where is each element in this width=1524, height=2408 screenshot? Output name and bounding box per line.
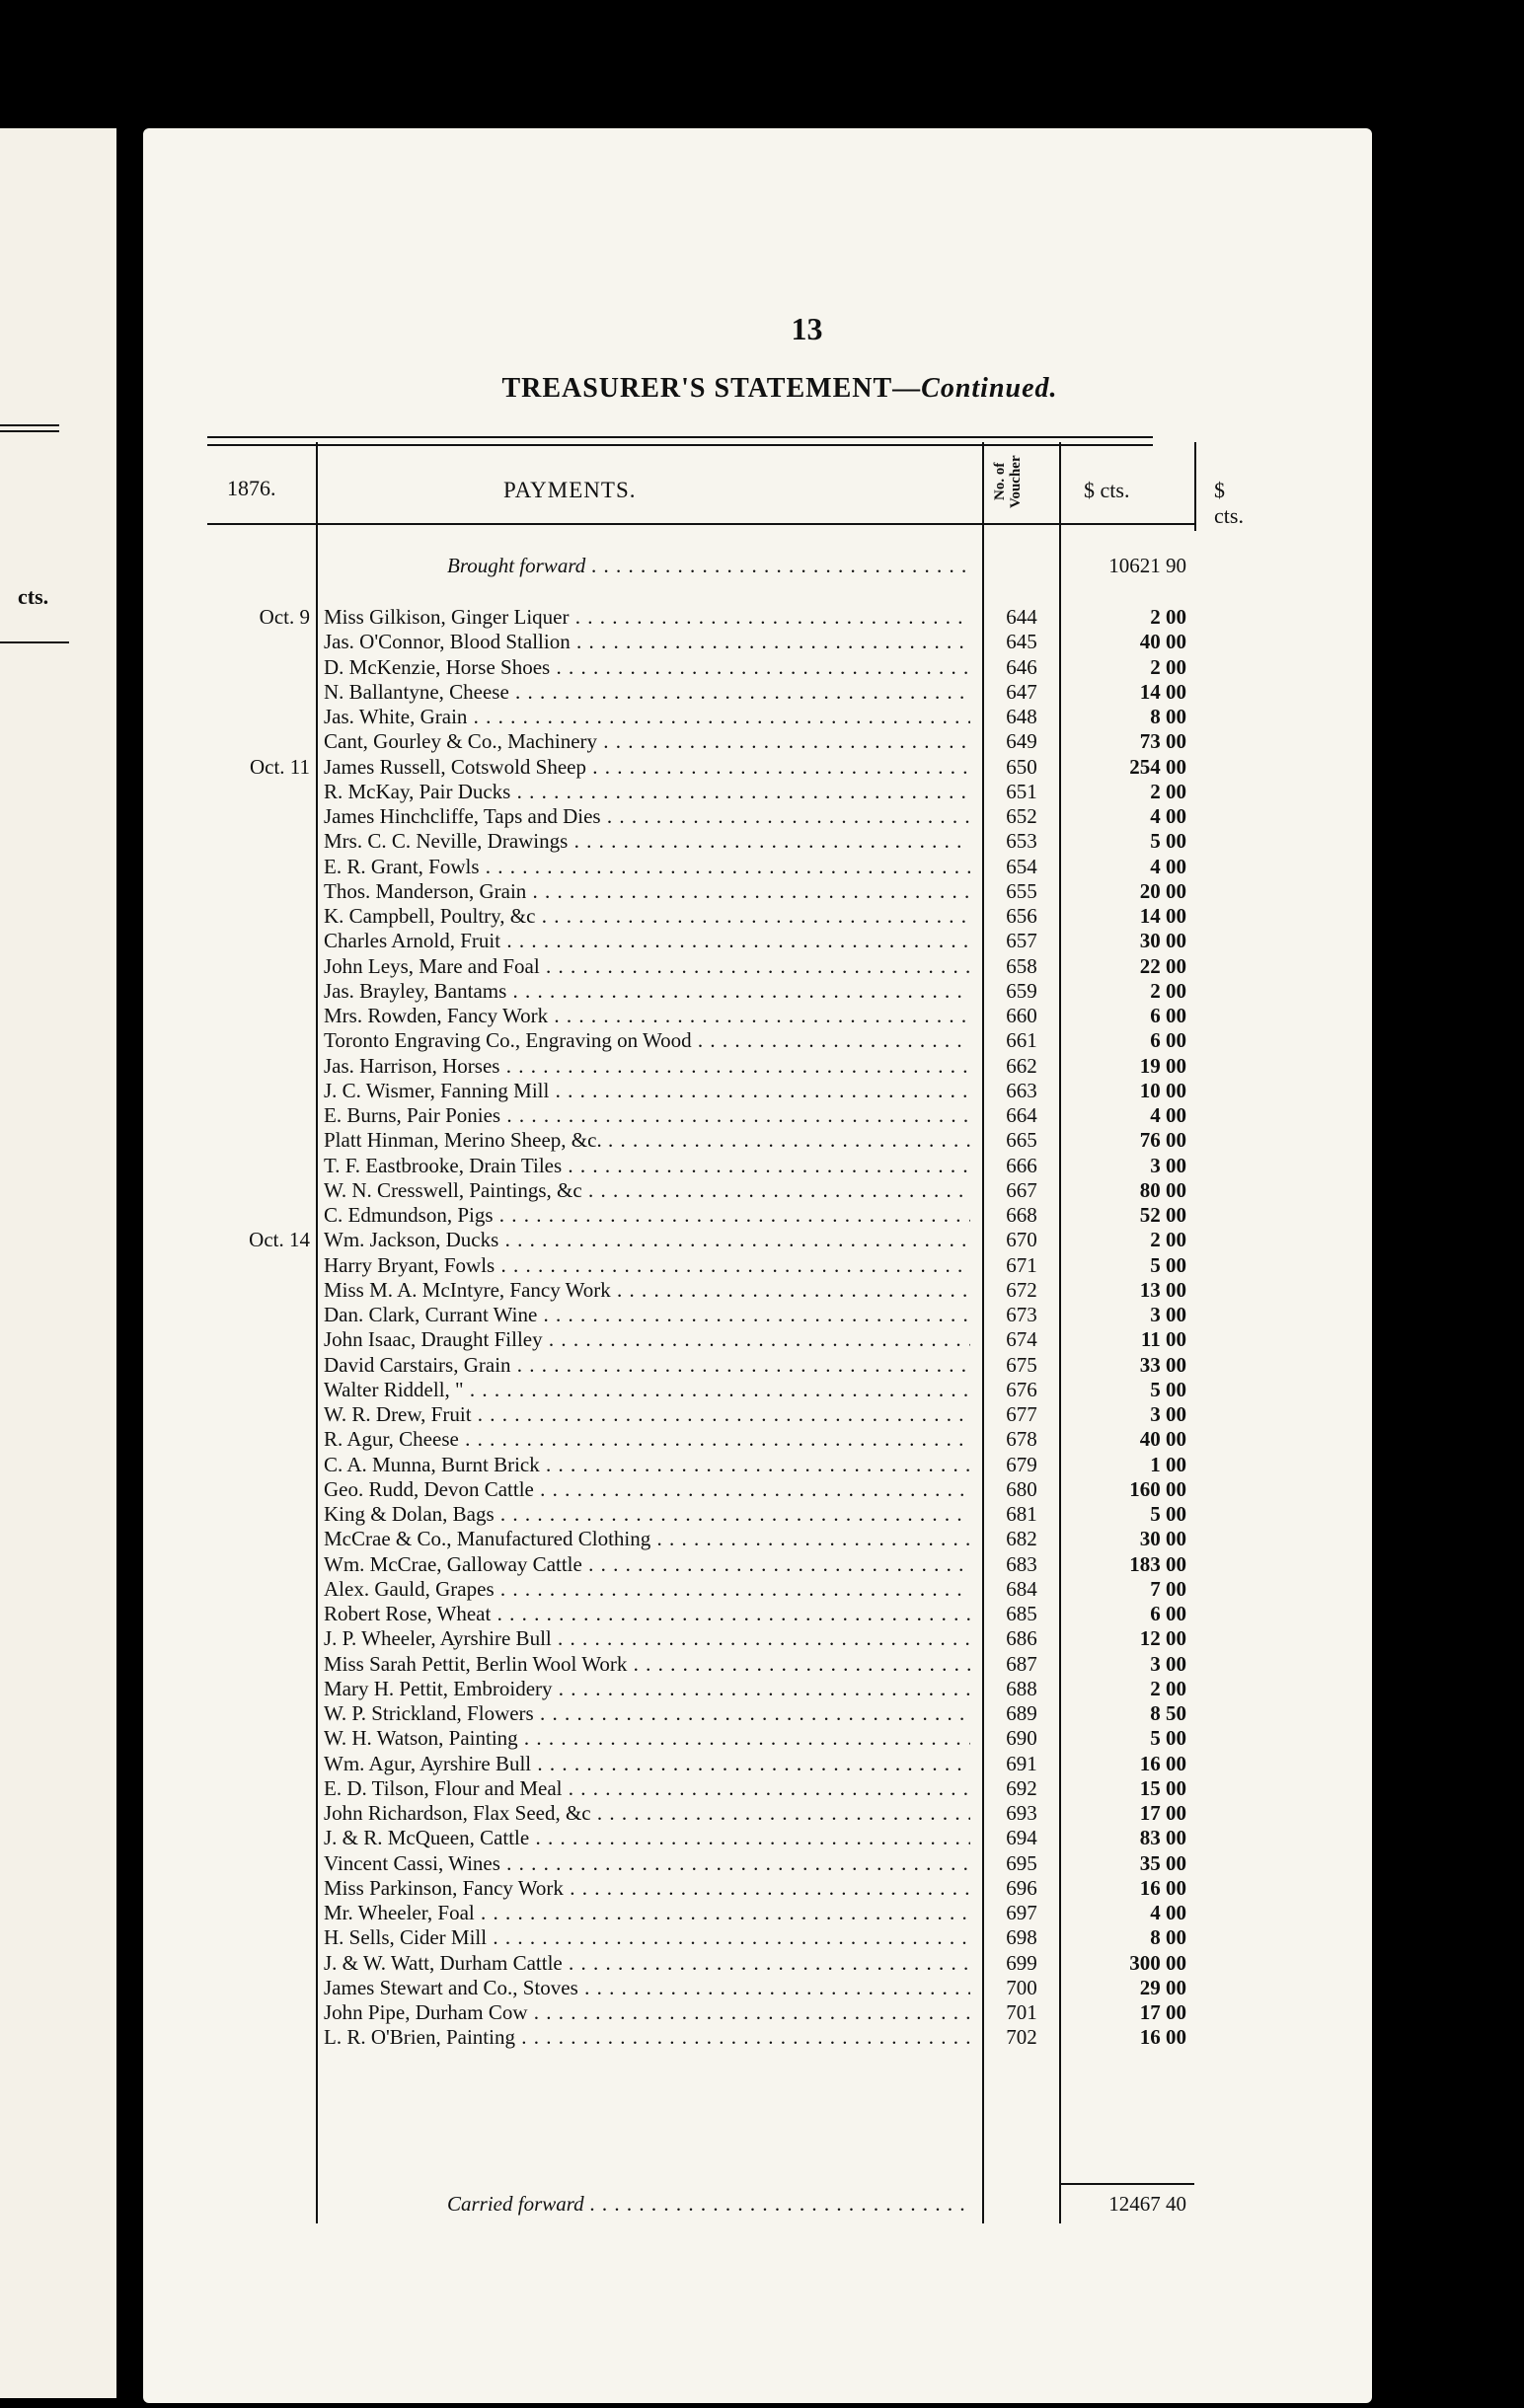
row-voucher: 696	[1006, 1875, 1037, 1900]
row-voucher: 675	[1006, 1352, 1037, 1377]
header-payments: PAYMENTS.	[503, 478, 637, 502]
row-amount: 4 00	[1150, 854, 1186, 878]
table-row	[207, 1651, 1194, 1677]
row-amount: 17 00	[1139, 1801, 1186, 1825]
row-amount: 2 00	[1150, 1676, 1186, 1700]
row-amount: 16 00	[1139, 1751, 1186, 1775]
row-description: Walter Riddell, " . . .	[324, 1377, 970, 1402]
header-rule	[207, 523, 1194, 525]
row-voucher: 690	[1006, 1726, 1037, 1751]
table-row	[207, 1202, 1194, 1228]
row-voucher: 700	[1006, 1975, 1037, 1999]
sum-rule	[1059, 2183, 1194, 2185]
row-voucher: 664	[1006, 1103, 1037, 1127]
row-voucher: 694	[1006, 1826, 1037, 1850]
row-description: Wm. Agur, Ayrshire Bull . . .	[324, 1751, 970, 1776]
row-voucher: 658	[1006, 953, 1037, 978]
row-description: Toronto Engraving Co., Engraving on Wood . . .	[324, 1027, 970, 1053]
title-dash: —	[892, 373, 922, 404]
row-description: John Isaac, Draught Filley . . .	[324, 1326, 970, 1352]
row-description: E. R. Grant, Fowls . . .	[324, 854, 970, 879]
header-voucher: No. of Voucher	[992, 455, 1024, 508]
row-amount: 2 00	[1150, 779, 1186, 803]
table-row	[207, 1252, 1194, 1278]
row-amount: 6 00	[1150, 1004, 1186, 1027]
row-amount: 6 00	[1150, 1028, 1186, 1053]
row-description: Jas. Harrison, Horses . . .	[324, 1053, 970, 1079]
row-description: Mrs. Rowden, Fancy Work . . .	[324, 1003, 970, 1028]
row-amount: 22 00	[1139, 953, 1186, 978]
row-amount: 15 00	[1139, 1775, 1186, 1800]
row-description: Wm. Jackson, Ducks . . .	[324, 1227, 970, 1252]
row-description: Jas. Brayley, Bantams . . .	[324, 978, 970, 1004]
row-description: Geo. Rudd, Devon Cattle . . .	[324, 1476, 970, 1502]
row-amount: 19 00	[1139, 1053, 1186, 1078]
row-voucher: 686	[1006, 1626, 1037, 1651]
row-description: Platt Hinman, Merino Sheep, &c. . . .	[324, 1127, 970, 1153]
row-voucher: 654	[1006, 854, 1037, 878]
table-row	[207, 1551, 1194, 1577]
table-row	[207, 978, 1194, 1004]
row-amount: 300 00	[1129, 1950, 1186, 1975]
table-row	[207, 1800, 1194, 1826]
row-amount: 10 00	[1139, 1078, 1186, 1102]
title-main: TREASURER'S STATEMENT	[501, 373, 893, 404]
table-row	[207, 1352, 1194, 1378]
row-amount: 8 00	[1150, 705, 1186, 728]
payments-table	[207, 436, 1244, 2262]
row-voucher: 699	[1006, 1950, 1037, 1975]
row-voucher: 698	[1006, 1925, 1037, 1950]
row-description: W. H. Watson, Painting . . .	[324, 1725, 970, 1751]
row-description: Jas. O'Connor, Blood Stallion . . .	[324, 629, 970, 654]
row-voucher: 693	[1006, 1801, 1037, 1825]
row-voucher: 651	[1006, 779, 1037, 803]
row-voucher: 695	[1006, 1850, 1037, 1875]
row-voucher: 687	[1006, 1651, 1037, 1676]
row-date: Oct. 14	[249, 1228, 310, 1252]
table-row	[207, 1078, 1194, 1103]
row-amount: 5 00	[1150, 1502, 1186, 1526]
row-amount: 30 00	[1139, 1527, 1186, 1551]
row-description: Charles Arnold, Fruit . . .	[324, 928, 970, 953]
table-row	[207, 1003, 1194, 1028]
row-voucher: 656	[1006, 904, 1037, 928]
row-description: Mrs. C. C. Neville, Drawings . . .	[324, 828, 970, 854]
row-amount: 11 00	[1140, 1327, 1186, 1352]
table-row	[207, 1501, 1194, 1527]
row-amount: 40 00	[1139, 1427, 1186, 1452]
row-voucher: 683	[1006, 1551, 1037, 1576]
row-voucher: 649	[1006, 729, 1037, 754]
row-amount: 160 00	[1129, 1476, 1186, 1501]
table-row	[207, 1377, 1194, 1402]
row-voucher: 692	[1006, 1775, 1037, 1800]
table-row	[207, 728, 1194, 754]
row-description: H. Sells, Cider Mill . . .	[324, 1924, 970, 1950]
table-row	[207, 1227, 1194, 1252]
row-amount: 40 00	[1139, 630, 1186, 654]
table-row	[207, 1401, 1194, 1427]
row-voucher: 650	[1006, 754, 1037, 779]
row-voucher: 657	[1006, 929, 1037, 953]
table-row	[207, 754, 1194, 780]
row-voucher: 677	[1006, 1402, 1037, 1426]
row-description: J. & R. McQueen, Cattle . . .	[324, 1825, 970, 1850]
row-amount: 2 00	[1150, 605, 1186, 629]
carried-forward-amount: 12467 40	[1108, 2192, 1186, 2216]
row-amount: 5 00	[1150, 1252, 1186, 1277]
table-row	[207, 2024, 1194, 2050]
table-row	[207, 1576, 1194, 1602]
row-amount: 2 00	[1150, 1228, 1186, 1252]
table-row	[207, 654, 1194, 680]
table-row	[207, 1452, 1194, 1477]
table-row	[207, 1625, 1194, 1651]
page-title	[395, 373, 1165, 405]
table-row	[207, 629, 1194, 654]
row-description: Dan. Clark, Currant Wine . . .	[324, 1302, 970, 1327]
row-voucher: 648	[1006, 705, 1037, 728]
row-description: J. & W. Watt, Durham Cattle . . .	[324, 1950, 970, 1976]
row-amount: 3 00	[1150, 1153, 1186, 1177]
row-amount: 7 00	[1150, 1576, 1186, 1601]
row-voucher: 662	[1006, 1053, 1037, 1078]
table-row	[207, 878, 1194, 904]
row-voucher: 670	[1006, 1228, 1037, 1252]
row-amount: 20 00	[1139, 878, 1186, 903]
row-amount: 33 00	[1139, 1352, 1186, 1377]
row-voucher: 691	[1006, 1751, 1037, 1775]
table-row	[207, 1426, 1194, 1452]
row-description: James Stewart and Co., Stoves . . .	[324, 1975, 970, 2000]
row-amount: 14 00	[1139, 679, 1186, 704]
table-row	[207, 1875, 1194, 1901]
row-amount: 8 00	[1150, 1925, 1186, 1950]
row-amount: 52 00	[1139, 1203, 1186, 1227]
row-description: Mary H. Pettit, Embroidery . . .	[324, 1676, 970, 1701]
row-amount: 183 00	[1129, 1551, 1186, 1576]
row-amount: 5 00	[1150, 1377, 1186, 1401]
row-amount: 73 00	[1139, 729, 1186, 754]
table-row	[207, 1153, 1194, 1178]
row-amount: 2 00	[1150, 654, 1186, 679]
table-row	[207, 828, 1194, 854]
row-description: Miss Gilkison, Ginger Liquer . . .	[324, 604, 970, 630]
table-row	[207, 1700, 1194, 1726]
row-description: Alex. Gauld, Grapes . . .	[324, 1576, 970, 1602]
amount-column-divider	[1194, 442, 1196, 531]
row-date: Oct. 9	[259, 605, 310, 629]
table-row	[207, 1676, 1194, 1701]
row-voucher: 652	[1006, 804, 1037, 828]
row-voucher: 673	[1006, 1303, 1037, 1326]
row-amount: 4 00	[1150, 1901, 1186, 1924]
row-voucher: 644	[1006, 605, 1037, 629]
row-voucher: 684	[1006, 1576, 1037, 1601]
row-description: David Carstairs, Grain . . .	[324, 1352, 970, 1378]
row-voucher: 672	[1006, 1277, 1037, 1302]
row-description: Thos. Manderson, Grain . . .	[324, 878, 970, 904]
row-voucher: 666	[1006, 1153, 1037, 1177]
row-amount: 2 00	[1150, 978, 1186, 1003]
row-voucher: 702	[1006, 2025, 1037, 2050]
row-description: J. P. Wheeler, Ayrshire Bull . . .	[324, 1625, 970, 1651]
row-description: L. R. O'Brien, Painting . . .	[324, 2024, 970, 2050]
title-continued: Continued.	[921, 373, 1058, 404]
row-description: Robert Rose, Wheat . . .	[324, 1601, 970, 1626]
table-row	[207, 1302, 1194, 1327]
table-row	[207, 1027, 1194, 1053]
row-voucher: 701	[1006, 2000, 1037, 2024]
table-row	[207, 903, 1194, 929]
document-page	[143, 128, 1372, 2403]
table-row	[207, 803, 1194, 829]
row-voucher: 659	[1006, 978, 1037, 1003]
row-description: John Pipe, Durham Cow . . .	[324, 1999, 970, 2025]
table-row	[207, 1850, 1194, 1876]
table-row	[207, 704, 1194, 729]
row-description: Wm. McCrae, Galloway Cattle . . .	[324, 1551, 970, 1577]
row-amount: 254 00	[1129, 754, 1186, 779]
row-amount: 35 00	[1139, 1850, 1186, 1875]
row-description: Cant, Gourley & Co., Machinery . . .	[324, 728, 970, 754]
row-voucher: 678	[1006, 1427, 1037, 1452]
row-voucher: 660	[1006, 1004, 1037, 1027]
row-description: Mr. Wheeler, Foal . . .	[324, 1900, 970, 1925]
carried-forward-row	[207, 2191, 1194, 2217]
row-amount: 16 00	[1139, 1875, 1186, 1900]
row-description: Jas. White, Grain . . .	[324, 704, 970, 729]
row-amount: 30 00	[1139, 929, 1186, 953]
brought-forward-row	[207, 553, 1194, 578]
row-amount: 4 00	[1150, 1103, 1186, 1127]
table-row	[207, 1127, 1194, 1153]
table-row	[207, 1825, 1194, 1850]
table-row	[207, 1326, 1194, 1352]
row-amount: 16 00	[1139, 2025, 1186, 2050]
row-voucher: 676	[1006, 1377, 1037, 1401]
adjacent-page-rule-lower	[0, 641, 69, 643]
page-number: 13	[791, 311, 823, 346]
row-voucher: 665	[1006, 1128, 1037, 1153]
row-amount: 6 00	[1150, 1602, 1186, 1625]
table-row	[207, 1177, 1194, 1203]
table-row	[207, 1102, 1194, 1128]
row-voucher: 667	[1006, 1177, 1037, 1202]
table-row	[207, 1476, 1194, 1502]
row-amount: 13 00	[1139, 1277, 1186, 1302]
table-row	[207, 779, 1194, 804]
row-amount: 1 00	[1150, 1452, 1186, 1476]
row-voucher: 697	[1006, 1901, 1037, 1924]
row-voucher: 655	[1006, 878, 1037, 903]
row-description: K. Campbell, Poultry, &c . . .	[324, 903, 970, 929]
table-row	[207, 1725, 1194, 1751]
row-description: John Leys, Mare and Foal . . .	[324, 953, 970, 979]
table-row	[207, 1999, 1194, 2025]
row-description: E. D. Tilson, Flour and Meal . . .	[324, 1775, 970, 1801]
table-row	[207, 1900, 1194, 1925]
row-amount: 5 00	[1150, 1726, 1186, 1751]
row-description: R. Agur, Cheese . . .	[324, 1426, 970, 1452]
row-voucher: 646	[1006, 654, 1037, 679]
table-row	[207, 1601, 1194, 1626]
row-description: John Richardson, Flax Seed, &c . . .	[324, 1800, 970, 1826]
row-date: Oct. 11	[249, 754, 310, 779]
table-row	[207, 1975, 1194, 2000]
row-amount: 4 00	[1150, 804, 1186, 828]
row-description: E. Burns, Pair Ponies . . .	[324, 1102, 970, 1128]
row-voucher: 671	[1006, 1252, 1037, 1277]
table-row	[207, 953, 1194, 979]
row-voucher: 679	[1006, 1452, 1037, 1476]
adjacent-page-rule	[0, 424, 59, 432]
header-dollars-cents: $ cts.	[1084, 478, 1130, 502]
row-amount: 17 00	[1139, 2000, 1186, 2024]
row-description: T. F. Eastbrooke, Drain Tiles . . .	[324, 1153, 970, 1178]
row-amount: 12 00	[1139, 1626, 1186, 1651]
row-amount: 5 00	[1150, 829, 1186, 854]
row-description: R. McKay, Pair Ducks . . .	[324, 779, 970, 804]
row-amount: 8 50	[1150, 1701, 1186, 1725]
row-voucher: 688	[1006, 1676, 1037, 1700]
row-amount: 83 00	[1139, 1826, 1186, 1850]
row-amount: 3 00	[1150, 1402, 1186, 1426]
table-row	[207, 1775, 1194, 1801]
table-row	[207, 1277, 1194, 1303]
row-amount: 3 00	[1150, 1651, 1186, 1676]
brought-forward-amount: 10621 90	[1108, 554, 1186, 577]
adjacent-page-edge	[0, 128, 116, 2398]
row-amount: 14 00	[1139, 904, 1186, 928]
header-dollars-cents-total: $ cts.	[1214, 478, 1244, 528]
brought-forward-label: Brought forward . . .	[324, 553, 970, 578]
row-amount: 76 00	[1139, 1128, 1186, 1153]
carried-forward-label: Carried forward . . .	[324, 2191, 970, 2217]
row-description: Miss Sarah Pettit, Berlin Wool Work . . .	[324, 1651, 970, 1677]
row-description: J. C. Wismer, Fanning Mill . . .	[324, 1078, 970, 1103]
row-description: D. McKenzie, Horse Shoes . . .	[324, 654, 970, 680]
row-description: W. R. Drew, Fruit . . .	[324, 1401, 970, 1427]
row-description: C. A. Munna, Burnt Brick . . .	[324, 1452, 970, 1477]
row-voucher: 681	[1006, 1502, 1037, 1526]
row-amount: 29 00	[1139, 1975, 1186, 1999]
row-description: W. P. Strickland, Flowers . . .	[324, 1700, 970, 1726]
row-description: Vincent Cassi, Wines . . .	[324, 1850, 970, 1876]
table-row	[207, 679, 1194, 705]
row-voucher: 680	[1006, 1476, 1037, 1501]
row-description: James Russell, Cotswold Sheep . . .	[324, 754, 970, 780]
row-description: King & Dolan, Bags . . .	[324, 1501, 970, 1527]
table-row	[207, 1924, 1194, 1950]
row-voucher: 661	[1006, 1028, 1037, 1053]
row-description: Harry Bryant, Fowls . . .	[324, 1252, 970, 1278]
table-row	[207, 854, 1194, 879]
row-voucher: 653	[1006, 829, 1037, 854]
row-voucher: 674	[1006, 1327, 1037, 1352]
row-description: C. Edmundson, Pigs . . .	[324, 1202, 970, 1228]
table-row	[207, 928, 1194, 953]
row-description: N. Ballantyne, Cheese . . .	[324, 679, 970, 705]
row-voucher: 682	[1006, 1527, 1037, 1551]
row-description: W. N. Cresswell, Paintings, &c . . .	[324, 1177, 970, 1203]
row-voucher: 685	[1006, 1602, 1037, 1625]
row-description: Miss Parkinson, Fancy Work . . .	[324, 1875, 970, 1901]
row-voucher: 663	[1006, 1078, 1037, 1102]
table-row	[207, 1751, 1194, 1776]
adjacent-page-cts: cts.	[18, 584, 49, 609]
row-description: James Hinchcliffe, Taps and Dies . . .	[324, 803, 970, 829]
table-row	[207, 604, 1194, 630]
row-amount: 80 00	[1139, 1177, 1186, 1202]
row-amount: 3 00	[1150, 1303, 1186, 1326]
table-row	[207, 1053, 1194, 1079]
table-row	[207, 1526, 1194, 1551]
row-voucher: 668	[1006, 1203, 1037, 1227]
row-voucher: 647	[1006, 679, 1037, 704]
row-voucher: 689	[1006, 1701, 1037, 1725]
row-description: McCrae & Co., Manufactured Clothing . . .	[324, 1526, 970, 1551]
table-row	[207, 1950, 1194, 1976]
row-description: Miss M. A. McIntyre, Fancy Work . . .	[324, 1277, 970, 1303]
header-year: 1876.	[227, 476, 276, 500]
row-voucher: 645	[1006, 630, 1037, 654]
